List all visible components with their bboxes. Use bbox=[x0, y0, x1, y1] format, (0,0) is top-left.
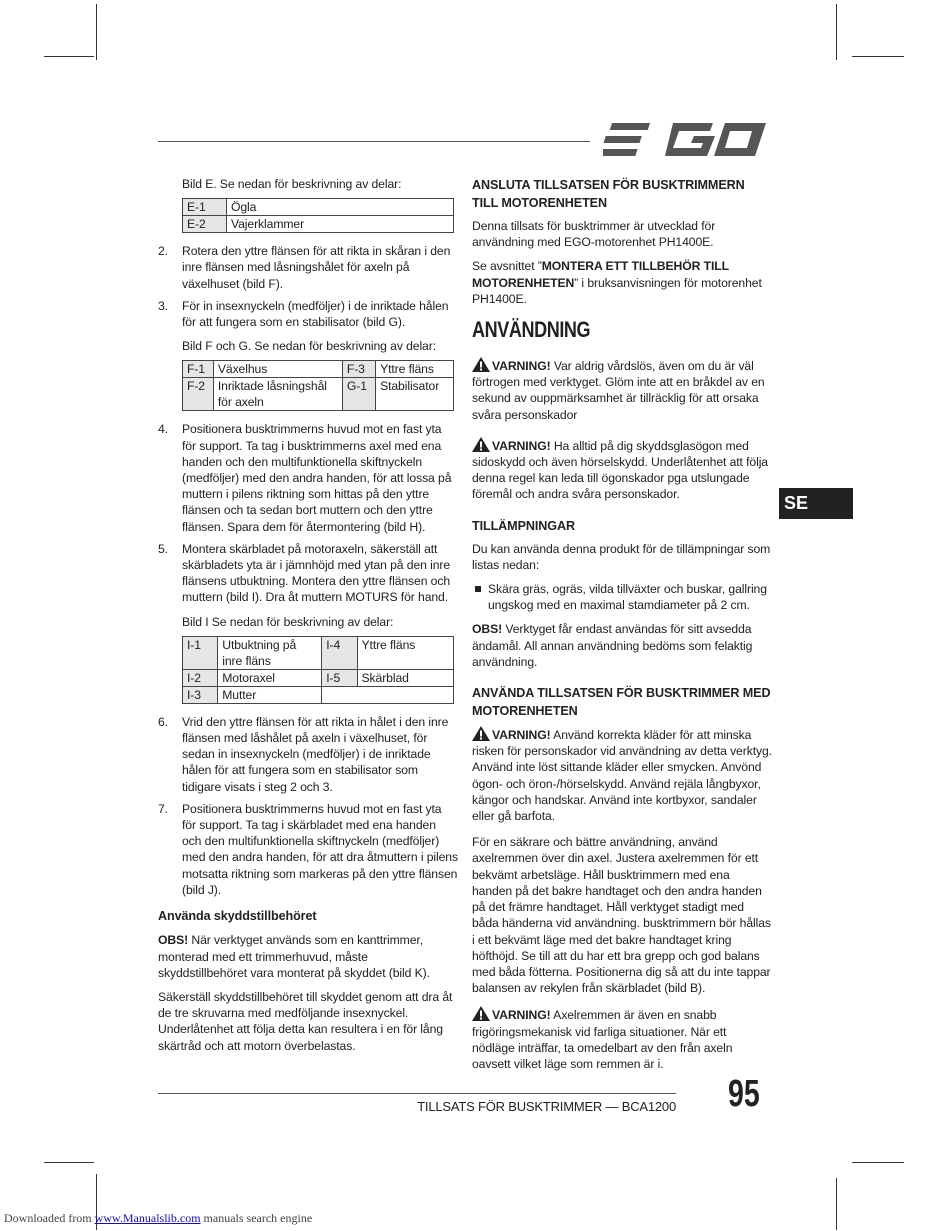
crop-mark bbox=[852, 1162, 904, 1163]
manualslib-link[interactable]: www.Manualslib.com bbox=[94, 1211, 201, 1225]
part-name: Yttre fläns bbox=[357, 636, 454, 669]
step-text: Montera skärbladet på motoraxeln, säkerställ att skärbladets yta är i jämnhöjd med ytan på den inre flänsens utbuktning. Montera den yttre flänsen och muttern (bild I). Dra åt muttern MOTURS för hand. bbox=[182, 541, 451, 605]
warning-2 bbox=[472, 437, 772, 503]
section-reference: MONTERA ETT TILLBEHÖR TILL MOTORENHETEN bbox=[472, 259, 729, 290]
warning-text: Ha alltid på dig skyddsglasögon med sidoskydd och även hörselskydd. Underlåtenhet att följa denna regel kan leda till ögonskador pga utslungade föremål och andra svåra personskador. bbox=[472, 438, 768, 502]
part-code: F-1 bbox=[183, 361, 214, 378]
part-name: Ögla bbox=[227, 199, 454, 216]
steps-list-b bbox=[158, 421, 458, 605]
download-notice bbox=[4, 1211, 312, 1226]
connect-heading: ANSLUTA TILLSATSEN FÖR BUSKTRIMMERN TILL MOTORENHETEN bbox=[472, 178, 745, 210]
applications-paragraph: Du kan använda denna produkt för de tillämpningar som listas nedan: bbox=[472, 541, 771, 572]
shoulder-strap-paragraph: För en säkrare och bättre användning, använd axelremmen över din axel. Justera axelremmen för ett bekvämt arbetsläge. Håll busktrimmern med ena handen på det bakre handtaget och den andra handen på det främre handtaget. Håll verktyget stadigt med båda händerna vid användning. busktrimmern bör hållas i ett bekvämt läge med det bakre handtaget kring höfthöjd. Se till att du har ett bra grepp och god balans med båda fötterna. Positionerna dig så att du inte tappar balansen av rekylen från skärbladet (bild B). bbox=[472, 835, 771, 996]
part-code: F-3 bbox=[342, 361, 375, 378]
page-number: 95 bbox=[728, 1073, 760, 1115]
warning-triangle-icon bbox=[472, 437, 490, 452]
warning-triangle-icon bbox=[472, 726, 490, 741]
parts-table-i bbox=[182, 636, 454, 704]
table-row bbox=[183, 686, 454, 703]
download-prefix: Downloaded from bbox=[4, 1211, 95, 1225]
use-heading: ANVÄNDA TILLSATSEN FÖR BUSKTRIMMER MED MOTORENHETEN bbox=[472, 686, 771, 719]
connect-paragraph-2 bbox=[472, 258, 772, 307]
warning-3 bbox=[472, 726, 772, 824]
header-rule bbox=[158, 141, 590, 142]
guard-text: Säkerställ skyddstillbehöret till skyddet genom att dra åt de tre skruvarna med medföljande insexnyckel. Underlåtenhet att följa detta kan resultera i en för lång skärtråd och att motorn överbelastas. bbox=[158, 989, 453, 1053]
part-name: Växelhus bbox=[213, 361, 342, 378]
empty-cell bbox=[322, 686, 357, 703]
crop-mark bbox=[836, 4, 837, 60]
warning-label: VARNING! bbox=[492, 728, 551, 743]
part-name: Vajerklammer bbox=[227, 216, 454, 233]
parts-table-fg bbox=[182, 360, 454, 411]
warning-label: VARNING! bbox=[492, 1008, 551, 1023]
part-code: I-1 bbox=[183, 636, 218, 669]
part-name: Yttre fläns bbox=[376, 361, 454, 378]
warning-triangle-icon bbox=[472, 1006, 490, 1021]
step-item bbox=[158, 421, 458, 534]
part-code: I-2 bbox=[183, 669, 218, 686]
usage-heading: ANVÄNDNING bbox=[472, 317, 591, 343]
warning-1 bbox=[472, 357, 772, 423]
step-text: Positionera busktrimmerns huvud mot en fast yta för support. Ta tag i skärbladet med ena handen och den multifunktionella skiftnyckeln (medföljer) med den andra handen, för att dra åtmuttern i pilens motsatta riktning som markeras på den yttre flänsen (bild J). bbox=[182, 801, 458, 897]
list-item: Skära gräs, ogräs, vilda tillväxter och buskar, gallring ungskog med en maximal stamdiameter på 2 cm. bbox=[472, 581, 772, 613]
part-code: G-1 bbox=[342, 378, 375, 411]
part-name: Inriktade låsningshål för axeln bbox=[213, 378, 342, 411]
step-number: 5. bbox=[158, 541, 168, 556]
footer-rule bbox=[158, 1093, 676, 1094]
warning-text: Var aldrig vårdslös, även om du är väl förtrogen med verktyget. Glöm inte att en bråkdel av en sekund av ouppmärksamhet är tillräcklig för att orsaka svåra personskador bbox=[472, 359, 765, 422]
warning-text: Axelremmen är även en snabb frigöringsmekanisk vid farliga situationer. När ett nödläge inträffar, ta omedelbart av den från axeln oavsett vilket läge som remmen är i. bbox=[472, 1008, 733, 1071]
text-span: Se avsnittet ” bbox=[472, 259, 542, 274]
crop-mark bbox=[96, 4, 97, 60]
caption-figure-i: Bild I Se nedan för beskrivning av delar: bbox=[182, 614, 394, 629]
table-row bbox=[183, 669, 454, 686]
caption-figure-e: Bild E. Se nedan för beskrivning av delar: bbox=[182, 177, 402, 191]
steps-list-a bbox=[158, 243, 458, 330]
part-name: Skärblad bbox=[357, 669, 454, 686]
table-row bbox=[183, 216, 454, 233]
guard-heading: Använda skyddstillbehöret bbox=[158, 909, 317, 924]
step-item bbox=[158, 243, 458, 292]
part-name: Stabilisator bbox=[376, 378, 454, 411]
obs-note bbox=[158, 932, 458, 981]
table-row bbox=[183, 636, 454, 669]
part-name: Motoraxel bbox=[218, 669, 322, 686]
part-code: E-1 bbox=[183, 199, 227, 216]
warning-text: Använd korrekta kläder för att minska risken för personskador vid användning av detta verktyg. Använd inte löst sittande kläder eller smycken. Anvönd ögon- och öron-/hörselskydd. Använd rejäla långbyxor, kängor och handskar. Använd inte kortbyxor, sandaler eller gå barfota. bbox=[472, 728, 772, 824]
step-text: Positionera busktrimmerns huvud mot en fast yta för support. Ta tag i busktrimmerns axel med ena handen och den multifunktionella skiftnyckeln (medföljer) med den andra handen, för att lossa på muttern i pilens riktning som hittas på den yttre flänsen och ta sedan bort muttern och den yttre flänsen. Spara dem för återmontering (bild H). bbox=[182, 422, 452, 534]
step-number: 7. bbox=[158, 801, 168, 816]
part-name: Mutter bbox=[218, 686, 322, 703]
applications-heading: TILLÄMPNINGAR bbox=[472, 518, 575, 533]
ego-logo bbox=[603, 120, 768, 160]
table-row bbox=[183, 378, 454, 411]
applications-list bbox=[472, 581, 772, 613]
caption-figure-fg: Bild F och G. Se nedan för beskrivning av delar: bbox=[182, 339, 436, 354]
part-code: I-5 bbox=[322, 669, 357, 686]
step-item bbox=[158, 298, 458, 330]
part-name: Utbuktning på inre fläns bbox=[218, 636, 322, 669]
crop-mark bbox=[44, 1162, 94, 1163]
step-item bbox=[158, 801, 458, 898]
obs-label: OBS! bbox=[158, 933, 189, 948]
step-text: Vrid den yttre flänsen för att rikta in hålet i den inre flänsen med låshålet på axeln i växelhuset, för sedan in insexnyckeln (medföljer) i de inriktade hålen för att fungera som en stabilisator som tidigare visats i steg 2 och 3. bbox=[182, 714, 449, 794]
language-tab: SE bbox=[779, 488, 853, 519]
crop-mark bbox=[852, 56, 904, 57]
step-text: För in insexnyckeln (medföljer) i de inriktade hålen för att fungera som en stabilisator (bild G). bbox=[182, 298, 449, 330]
warning-triangle-icon bbox=[472, 357, 490, 372]
parts-table-e bbox=[182, 198, 454, 233]
table-row bbox=[183, 361, 454, 378]
warning-label: VARNING! bbox=[492, 438, 551, 453]
step-number: 6. bbox=[158, 714, 168, 729]
obs-label: OBS! bbox=[472, 622, 503, 637]
obs-text: Verktyget får endast användas för sitt avsedda ändamål. All annan användning bedöms som felaktig användning. bbox=[472, 622, 753, 669]
crop-mark bbox=[44, 56, 94, 57]
step-text: Rotera den yttre flänsen för att rikta in skåran i den inre flänsen med låsningshålet för axeln på växelhuset (bild F). bbox=[182, 244, 451, 291]
part-code: E-2 bbox=[183, 216, 227, 233]
empty-cell bbox=[357, 686, 454, 703]
crop-mark bbox=[836, 1178, 837, 1230]
step-number: 4. bbox=[158, 422, 168, 437]
download-suffix: manuals search engine bbox=[200, 1211, 313, 1225]
right-column bbox=[472, 176, 772, 1080]
warning-4 bbox=[472, 1006, 772, 1072]
part-code: I-3 bbox=[183, 686, 218, 703]
step-number: 3. bbox=[158, 298, 168, 313]
left-column bbox=[158, 176, 458, 1062]
warning-label: VARNING! bbox=[492, 359, 551, 374]
footer-title: TILLSATS FÖR BUSKTRIMMER — BCA1200 bbox=[417, 1099, 676, 1114]
obs-text: När verktyget används som en kanttrimmer, monterad med ett trimmerhuvud, måste skyddstillbehöret vara monterat på skyddet (bild K). bbox=[158, 933, 430, 980]
obs-note bbox=[472, 621, 772, 670]
text-span: ” i bruksanvisningen för motorenhet PH1400E. bbox=[472, 275, 762, 306]
table-row bbox=[183, 199, 454, 216]
part-code: F-2 bbox=[183, 378, 214, 411]
step-number: 2. bbox=[158, 244, 168, 259]
steps-list-c bbox=[158, 714, 458, 898]
part-code: I-4 bbox=[322, 636, 357, 669]
step-item bbox=[158, 714, 458, 795]
step-item bbox=[158, 541, 458, 606]
connect-paragraph-1: Denna tillsats för busktrimmer är utvecklad för användning med EGO-motorenhet PH1400E. bbox=[472, 219, 716, 250]
